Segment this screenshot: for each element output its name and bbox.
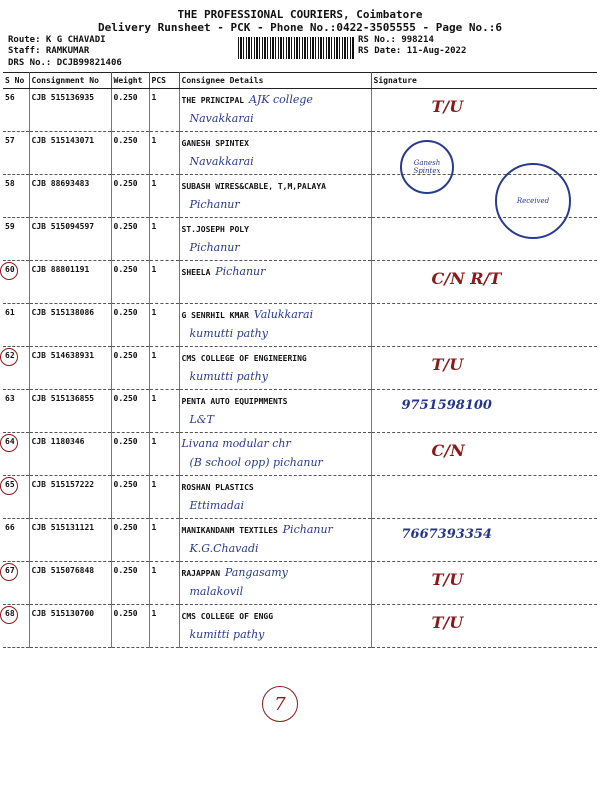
col-consignment: Consignment No <box>29 73 111 89</box>
circle-mark <box>0 477 18 495</box>
sno-value: 65 <box>5 480 15 489</box>
consignment-cell: CJB 515136855 <box>29 390 111 433</box>
table-row <box>3 562 597 605</box>
weight-cell: 0.250 <box>111 261 149 304</box>
table-row <box>3 132 597 175</box>
signature-cell <box>371 476 597 519</box>
handwritten-note-1: Pichanur <box>282 523 333 536</box>
consignee-cell <box>179 433 371 476</box>
pcs-cell: 1 <box>149 347 179 390</box>
consignment-cell: CJB 88693483 <box>29 175 111 218</box>
signature-cell <box>371 89 597 132</box>
consignee-name: CMS COLLEGE OF ENGG <box>181 612 274 621</box>
handwritten-note-1: Pangasamy <box>224 566 288 579</box>
sno-cell <box>3 347 29 390</box>
sno-cell <box>3 89 29 132</box>
consignee-name: GANESH SPINTEX <box>181 139 249 148</box>
table-row <box>3 433 597 476</box>
rs-date-label: RS Date: 11-Aug-2022 <box>358 46 467 56</box>
sno-cell <box>3 476 29 519</box>
consignment-cell: CJB 515157222 <box>29 476 111 519</box>
circle-mark <box>0 563 18 581</box>
handwritten-note-2: Pichanur <box>189 241 240 254</box>
consignee-name: CMS COLLEGE OF ENGINEERING <box>181 354 307 363</box>
signature-cell <box>371 433 597 476</box>
ganesh-stamp-text: Ganesh Spintex <box>413 159 441 175</box>
sno-value: 57 <box>5 136 15 145</box>
handwritten-note-2: kumutti pathy <box>189 370 268 383</box>
consignment-cell: CJB 514638931 <box>29 347 111 390</box>
sno-value: 56 <box>5 93 15 102</box>
signature-cell <box>371 562 597 605</box>
consignee-cell <box>179 605 371 648</box>
table-row <box>3 261 597 304</box>
table-row <box>3 89 597 132</box>
pcs-cell: 1 <box>149 89 179 132</box>
sno-cell <box>3 605 29 648</box>
handwritten-note-2: kumitti pathy <box>189 628 265 641</box>
consignee-cell <box>179 261 371 304</box>
consignment-cell: CJB 515076848 <box>29 562 111 605</box>
pcs-cell: 1 <box>149 433 179 476</box>
weight-cell: 0.250 <box>111 433 149 476</box>
sno-value: 58 <box>5 179 15 188</box>
handwritten-note-1: Valukkarai <box>253 308 314 321</box>
col-pcs: PCS <box>149 73 179 89</box>
pcs-cell: 1 <box>149 218 179 261</box>
signature-mark: 9751598100 <box>401 398 492 413</box>
handwritten-note-2: Ettimadai <box>189 499 244 512</box>
circle-mark <box>0 348 18 366</box>
consignment-cell: CJB 515130700 <box>29 605 111 648</box>
consignee-cell <box>179 519 371 562</box>
pcs-cell: 1 <box>149 261 179 304</box>
consignee-name: MANIKANDANM TEXTILES <box>181 526 278 535</box>
pcs-cell: 1 <box>149 132 179 175</box>
weight-cell: 0.250 <box>111 390 149 433</box>
pcs-cell: 1 <box>149 175 179 218</box>
table-row <box>3 304 597 347</box>
weight-cell: 0.250 <box>111 562 149 605</box>
consignee-name: G SENRHIL KMAR <box>181 311 249 320</box>
signature-cell <box>371 347 597 390</box>
consignee-name: PENTA AUTO EQUIPMMENTS <box>181 397 288 406</box>
consignment-cell: CJB 88801191 <box>29 261 111 304</box>
consignee-name: SHEELA <box>181 268 211 277</box>
runsheet-table <box>3 72 597 648</box>
handwritten-note-2: kumutti pathy <box>189 327 268 340</box>
consignee-cell <box>179 390 371 433</box>
handwritten-note-2: L&T <box>189 413 214 426</box>
pcs-cell: 1 <box>149 390 179 433</box>
handwritten-note-1: Pichanur <box>215 265 266 278</box>
signature-mark: C/N R/T <box>431 269 502 288</box>
handwritten-note-2: Navakkarai <box>189 155 254 168</box>
circle-mark <box>0 262 18 280</box>
sno-cell <box>3 562 29 605</box>
circle-mark <box>0 606 18 624</box>
pcs-cell: 1 <box>149 519 179 562</box>
weight-cell: 0.250 <box>111 519 149 562</box>
sno-value: 60 <box>5 265 15 274</box>
signature-mark: C/N <box>431 441 465 460</box>
table-row <box>3 347 597 390</box>
consignee-cell <box>179 175 371 218</box>
consignee-cell <box>179 89 371 132</box>
consignment-cell: CJB 515131121 <box>29 519 111 562</box>
col-weight: Weight <box>111 73 149 89</box>
pcs-cell: 1 <box>149 562 179 605</box>
consignee-name: THE PRINCIPAL <box>181 96 245 105</box>
drs-label: DRS No.: DCJB99821406 <box>8 58 122 68</box>
weight-cell: 0.250 <box>111 605 149 648</box>
barcode-image <box>238 37 354 59</box>
pcs-cell: 1 <box>149 476 179 519</box>
signature-cell <box>371 519 597 562</box>
signature-cell <box>371 261 597 304</box>
handwritten-note-2: K.G.Chavadi <box>189 542 259 555</box>
sno-cell <box>3 218 29 261</box>
received-stamp-image <box>495 163 571 239</box>
sno-value: 68 <box>5 609 15 618</box>
staff-label: Staff: RAMKUMAR <box>8 46 90 56</box>
consignment-cell: CJB 515094597 <box>29 218 111 261</box>
handwritten-note-1: Livana modular chr <box>181 437 291 450</box>
consignee-name: ROSHAN PLASTICS <box>181 483 254 492</box>
table-header-row <box>3 73 597 89</box>
pcs-cell: 1 <box>149 605 179 648</box>
received-stamp-text: Received <box>516 197 550 205</box>
sno-value: 62 <box>5 351 15 360</box>
circle-mark <box>0 434 18 452</box>
signature-mark: T/U <box>431 355 464 374</box>
weight-cell: 0.250 <box>111 476 149 519</box>
consignment-cell: CJB 515138086 <box>29 304 111 347</box>
ganesh-stamp-image <box>400 140 454 194</box>
handwritten-note-2: Navakkarai <box>189 112 254 125</box>
consignee-cell <box>179 218 371 261</box>
weight-cell: 0.250 <box>111 175 149 218</box>
signature-mark: T/U <box>431 570 464 589</box>
rs-no-label: RS No.: 998214 <box>358 35 434 45</box>
sno-cell <box>3 132 29 175</box>
handwritten-note-2: malakovil <box>189 585 244 598</box>
weight-cell: 0.250 <box>111 347 149 390</box>
sno-cell <box>3 175 29 218</box>
table-row <box>3 519 597 562</box>
page-mark: 7 <box>262 686 298 722</box>
weight-cell: 0.250 <box>111 132 149 175</box>
signature-cell <box>371 605 597 648</box>
col-signature: Signature <box>371 73 597 89</box>
signature-cell <box>371 390 597 433</box>
sno-value: 61 <box>5 308 15 317</box>
handwritten-note-2: Pichanur <box>189 198 240 211</box>
signature-cell <box>371 304 597 347</box>
pcs-cell: 1 <box>149 304 179 347</box>
signature-mark: T/U <box>431 613 464 632</box>
table-row <box>3 605 597 648</box>
consignee-cell <box>179 562 371 605</box>
signature-mark: 7667393354 <box>401 527 492 542</box>
sno-cell <box>3 390 29 433</box>
consignment-cell: CJB 1180346 <box>29 433 111 476</box>
handwritten-note-1: AJK college <box>248 93 313 106</box>
consignee-name: RAJAPPAN <box>181 569 221 578</box>
sno-cell <box>3 519 29 562</box>
consignee-name: SUBASH WIRES&CABLE, T,M,PALAYA <box>181 182 326 191</box>
handwritten-note-2: (B school opp) pichanur <box>189 456 323 469</box>
sno-value: 59 <box>5 222 15 231</box>
sno-value: 67 <box>5 566 15 575</box>
table-row <box>3 390 597 433</box>
col-sno: S No <box>3 73 29 89</box>
consignment-cell: CJB 515143071 <box>29 132 111 175</box>
runsheet-title: THE PROFESSIONAL COURIERS, Coimbatore <box>177 8 423 21</box>
sno-cell <box>3 261 29 304</box>
sno-value: 64 <box>5 437 15 446</box>
consignee-cell <box>179 476 371 519</box>
col-consignee: Consignee Details <box>179 73 371 89</box>
consignee-cell <box>179 132 371 175</box>
sno-value: 63 <box>5 394 15 403</box>
consignee-name: ST.JOSEPH POLY <box>181 225 249 234</box>
runsheet-subtitle: Delivery Runsheet - PCK - Phone No.:0422-3505555 - Page No.:6 <box>98 21 502 34</box>
weight-cell: 0.250 <box>111 304 149 347</box>
signature-mark: T/U <box>431 97 464 116</box>
sno-cell <box>3 433 29 476</box>
sno-value: 66 <box>5 523 15 532</box>
consignee-cell <box>179 347 371 390</box>
table-row <box>3 476 597 519</box>
weight-cell: 0.250 <box>111 89 149 132</box>
route-label: Route: K G CHAVADI <box>8 35 106 45</box>
sno-cell <box>3 304 29 347</box>
weight-cell: 0.250 <box>111 218 149 261</box>
consignment-cell: CJB 515136935 <box>29 89 111 132</box>
consignee-cell <box>179 304 371 347</box>
